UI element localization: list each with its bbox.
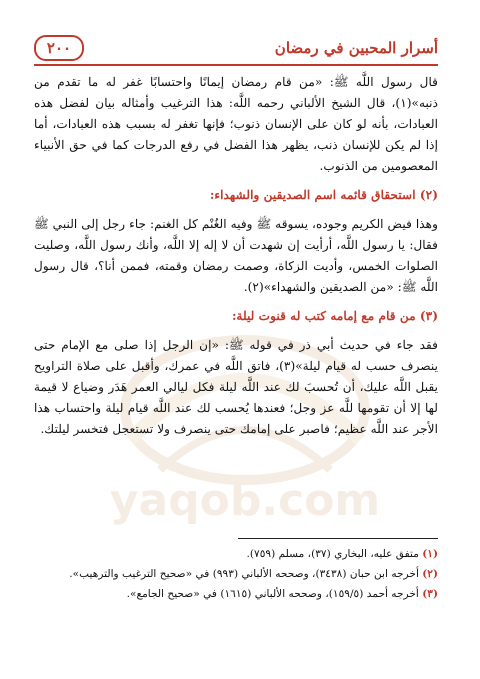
footnote-text: أخرجه أحمد (١٥٩/٥)، وصححه الألباني (١٦١٥) في «صحيح الجامع». [126,588,419,600]
footnote-text: متفق عليه، البخاري (٣٧)، مسلم (٧٥٩). [246,548,419,560]
page-header [34,34,438,62]
main-text [34,72,438,440]
footnote-number: (١) [422,548,438,560]
page-number: ٢٠٠ [34,35,84,61]
header-rule [34,64,438,66]
footnote-number: (٢) [422,568,438,580]
footnote-number: (٣) [422,588,438,600]
footnote-separator [238,538,438,539]
footnote-text: أخرجه ابن حبان (٣٤٣٨)، وصححه الألباني (٩٩٣) في «صحيح الترغيب والترهيب». [69,568,419,580]
watermark-text: yaqob.com [109,475,381,526]
paragraph-2: وهذا فيض الكريم وجوده، يسوقه ﷺ وفيه الغُنْم كل الغنم: جاء رجل إلى النبي ﷺ فقال: يا رسول اللَّه، أرأيت إن شهدت أن لا إله إلا اللَّه، وأنك رسول اللَّه، وصليت الصلوات الخمس، وأديت الزكاة، وصمت رمضان وقمته، فممن أنا؟، قال رسول اللَّه ﷺ: «من الصديقين والشهداء»(٢). [34,217,438,294]
footnotes [34,544,438,604]
section-heading-2: (٢) استحقاق قائمه اسم الصديقين والشهداء: [209,188,438,202]
book-title: أسرار المحبين في رمضان [274,39,438,57]
section-heading-3: (٣) من قام مع إمامه كتب له قنوت ليلة: [231,309,438,323]
paragraph-3: فقد جاء في حديث أبي ذر في قوله ﷺ: «إن الرجل إذا صلى مع الإمام حتى ينصرف حسب له قيام ليلة»(٣)، فاتق اللَّه في عمرك، وأقبل على صلاة التراويح يقبل اللَّه عليك، أن تُحسبَ لك عند اللَّه ليلة فكل ليالي العمر هَدَر وضياع لا قيمة لها إلا أن تقومها للَّه عز وجل؛ فعندها يُحسب لك عند اللَّه قيام ليلة واحتساب هذا الأجر عند اللَّه عظيم؛ فاصبر على إمامك حتى ينصرف ولا تستعجل فتخسر ليلتك. [34,338,438,436]
footnote-2 [34,564,438,584]
footnote-1 [34,544,438,564]
paragraph-1: قال رسول اللَّه ﷺ: «من قام رمضان إيمانًا واحتسابًا غفر له ما تقدم من ذنبه»(١)، قال الشيخ الألباني رحمه اللَّه: هذا الترغيب وأمثاله بيان لفضل هذه العبادات، بأنه لو كان على الإنسان ذنوب؛ فإنها تغفر له بسبب هذه العبادات، أما إذا لم يكن للإنسان ذنب، يظهر هذا الفضل في رفع الدرجات كما في حق الأنبياء المعصومين من الذنوب. [34,75,438,173]
footnote-3 [34,584,438,604]
